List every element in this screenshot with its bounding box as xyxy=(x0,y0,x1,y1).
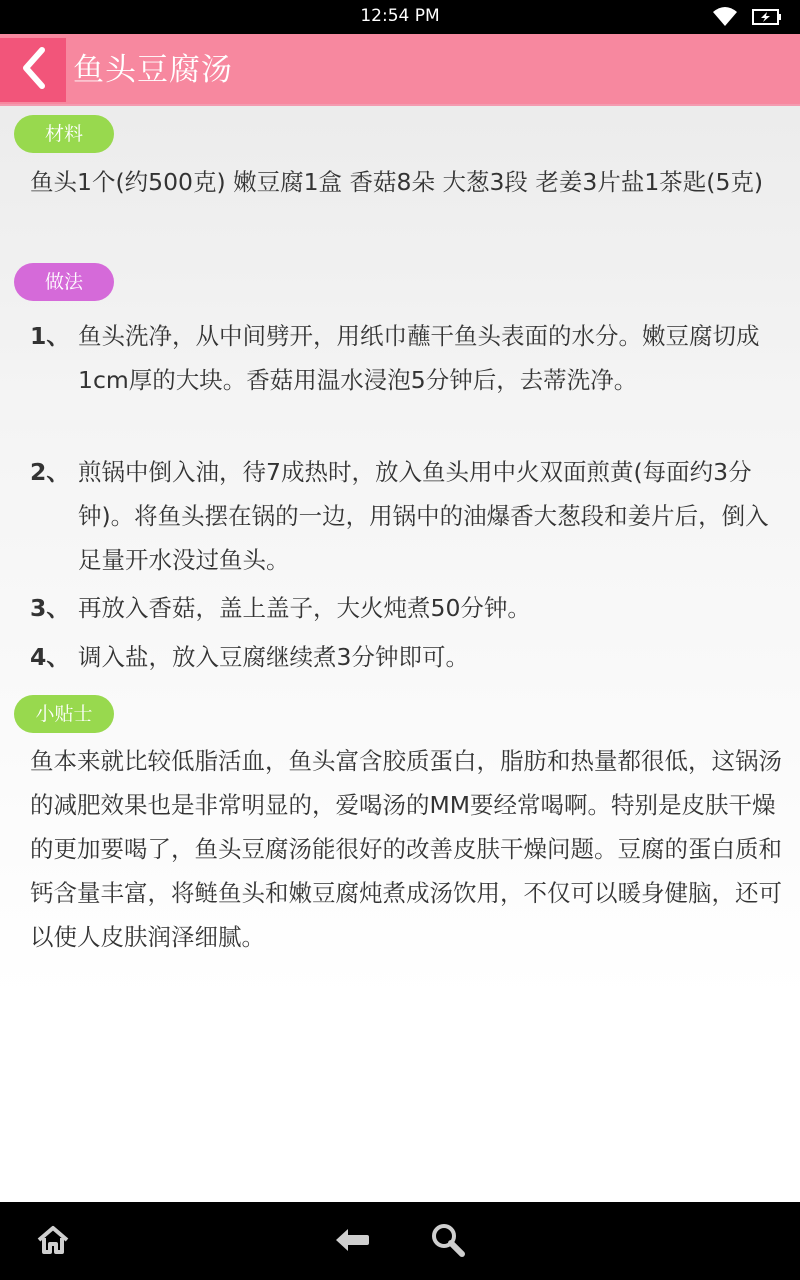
status-time: 12:54 PM xyxy=(360,6,440,26)
ingredients-tag: 材料 xyxy=(14,115,114,153)
page-title: 鱼头豆腐汤 xyxy=(73,52,233,88)
method-step xyxy=(30,586,790,630)
step-number: 4、 xyxy=(30,643,70,671)
step-text: 鱼头洗净，从中间劈开，用纸巾蘸干鱼头表面的水分。嫩豆腐切成1cm厚的大块。香菇用温水浸泡5分钟后，去蒂洗净。 xyxy=(78,322,760,394)
tips-tag: 小贴士 xyxy=(14,695,114,733)
arrow-left-icon xyxy=(334,1226,370,1258)
nav-back-button[interactable] xyxy=(330,1220,374,1264)
wifi-icon xyxy=(712,6,738,32)
step-text: 再放入香菇，盖上盖子，大火炖煮50分钟。 xyxy=(78,594,531,622)
step-number: 3、 xyxy=(30,594,70,622)
method-step xyxy=(30,314,790,446)
title-bar xyxy=(0,34,800,106)
step-text: 调入盐，放入豆腐继续煮3分钟即可。 xyxy=(78,643,469,671)
step-number: 1、 xyxy=(30,322,70,350)
method-tag: 做法 xyxy=(14,263,114,301)
home-icon xyxy=(36,1225,70,1259)
home-button[interactable] xyxy=(31,1220,75,1264)
chevron-left-icon xyxy=(18,46,48,94)
system-nav-bar xyxy=(0,1202,800,1280)
method-step xyxy=(30,450,790,582)
step-text: 煎锅中倒入油，待7成热时，放入鱼头用中火双面煎黄(每面约3分钟)。将鱼头摆在锅的一边，用锅中的油爆香大葱段和姜片后，倒入足量开水没过鱼头。 xyxy=(78,458,769,574)
search-button[interactable] xyxy=(426,1220,470,1264)
tips-text: 鱼本来就比较低脂活血，鱼头富含胶质蛋白，脂肪和热量都很低，这锅汤的减肥效果也是非常明显的，爱喝汤的MM要经常喝啊。特别是皮肤干燥的更加要喝了，鱼头豆腐汤能很好的改善皮肤干燥问题。豆腐的蛋白质和钙含量丰富，将鲢鱼头和嫩豆腐炖煮成汤饮用，不仅可以暖身健脑，还可以使人皮肤润泽细腻。 xyxy=(30,747,782,951)
method-step xyxy=(30,635,790,679)
status-bar xyxy=(0,0,800,34)
status-icons xyxy=(712,6,782,32)
ingredients-text: 鱼头1个(约500克) 嫩豆腐1盒 香菇8朵 大葱3段 老姜3片盐1茶匙(5克) xyxy=(30,168,764,196)
step-number: 2、 xyxy=(30,458,70,486)
back-button[interactable] xyxy=(0,38,66,102)
search-icon xyxy=(430,1222,466,1262)
battery-charging-icon xyxy=(752,7,782,31)
